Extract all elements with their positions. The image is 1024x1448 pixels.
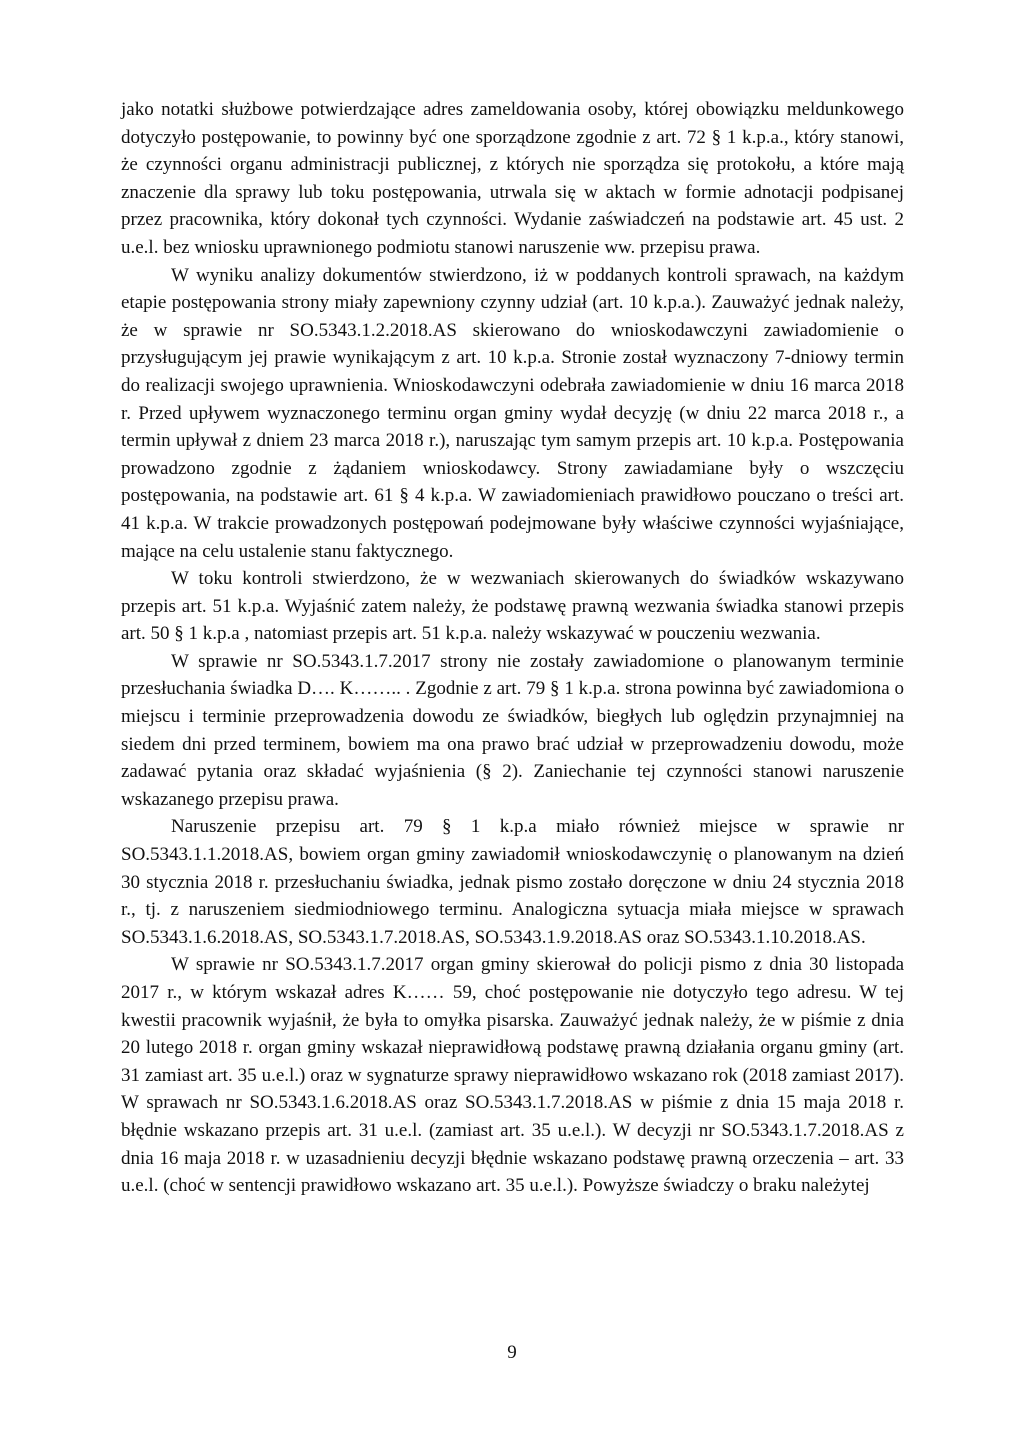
document-body — [121, 96, 904, 1200]
page-number: 9 — [507, 1342, 517, 1363]
paragraph-analysis: W wyniku analizy dokumentów stwierdzono, iż w poddanych kontroli sprawach, na każdym etapie postępowania strony miały zapewniony czynny udział (art. 10 k.p.a.). Zauważyć jednak należy, że w sprawie nr SO.5343.1.2.2018.AS skierowano do wnioskodawczyni zawiadomienie o przysługującym jej prawie wynikającym z art. 10 k.p.a. Stronie został wyznaczony 7-dniowy termin do realizacji swojego uprawnienia. Wnioskodawczyni odebrała zawiadomienie w dniu 16 marca 2018 r. Przed upływem wyznaczonego terminu organ gminy wydał decyzję (w dniu 22 marca 2018 r., a termin upływał z dniem 23 marca 2018 r.), naruszając tym samym przepis art. 10 k.p.a. Postępowania prowadzono zgodnie z żądaniem wnioskodawcy. Strony zawiadamiane były o wszczęciu postępowania, na podstawie art. 61 § 4 k.p.a. W zawiadomieniach prawidłowo pouczano o treści art. 41 k.p.a. W trakcie prowadzonych postępowań podejmowane były właściwe czynności wyjaśniające, mające na celu ustalenie stanu faktycznego. — [121, 264, 904, 562]
paragraph-witness-summons: W toku kontroli stwierdzono, że w wezwaniach skierowanych do świadków wskazywano przepis art. 51 k.p.a. Wyjaśnić zatem należy, że podstawę prawną wezwania świadka stanowi przepis art. 50 § 1 k.p.a , natomiast przepis art. 51 k.p.a. należy wskazywać w pouczeniu wezwania. — [121, 568, 904, 645]
paragraph-police-letter: W sprawie nr SO.5343.1.7.2017 organ gminy skierował do policji pismo z dnia 30 listopada 2017 r., w którym wskazał adres K…… 59, choć postępowanie nie dotyczyło tego adresu. W tej kwestii pracownik wyjaśnił, że była to omyłka pisarska. Zauważyć jednak należy, że w piśmie z dnia 20 lutego 2018 r. organ gminy wskazał nieprawidłową podstawę prawną działania organu gminy (art. 31 zamiast art. 35 u.e.l.) oraz w sygnaturze sprawy nieprawidłowo wskazano rok (2018 zamiast 2017). W sprawach nr SO.5343.1.6.2018.AS oraz SO.5343.1.7.2018.AS w piśmie z dnia 15 maja 2018 r. błędnie wskazano przepis art. 31 u.e.l. (zamiast art. 35 u.e.l.). W decyzji nr SO.5343.1.7.2018.AS z dnia 16 maja 2018 r. w uzasadnieniu decyzji błędnie wskazano podstawę prawną orzeczenia – art. 33 u.e.l. (choć w sentencji prawidłowo wskazano art. 35 u.e.l.). Powyższe świadczy o braku należytej — [121, 954, 904, 1197]
paragraph-hearing-notice: W sprawie nr SO.5343.1.7.2017 strony nie zostały zawiadomione o planowanym terminie przesłuchania świadka D…. K…….. . Zgodnie z art. 79 § 1 k.p.a. strona powinna być zawiadomiona o miejscu i terminie przeprowadzenia dowodu ze świadków, biegłych lub oględzin przynajmniej na siedem dni przed terminem, bowiem ma ona prawo brać udział w przeprowadzeniu dowodu, może zadawać pytania oraz składać wyjaśnienia (§ 2). Zaniechanie tej czynności stanowi naruszenie wskazanego przepisu prawa. — [121, 650, 904, 810]
paragraph-violation-art79: Naruszenie przepisu art. 79 § 1 k.p.a miało również miejsce w sprawie nr SO.5343.1.1.2018.AS, bowiem organ gminy zawiadomił wnioskodawczynię o planowanym na dzień 30 stycznia 2018 r. przesłuchaniu świadka, jednak pismo zostało doręczone w dniu 24 stycznia 2018 r., tj. z naruszeniem siedmiodniowego terminu. Analogiczna sytuacja miała miejsce w sprawach SO.5343.1.6.2018.AS, SO.5343.1.7.2018.AS, SO.5343.1.9.2018.AS oraz SO.5343.1.10.2018.AS. — [121, 816, 904, 948]
paragraph-continuation: jako notatki służbowe potwierdzające adres zameldowania osoby, której obowiązku meldunkowego dotyczyło postępowanie, to powinny być one sporządzone zgodnie z art. 72 § 1 k.p.a., który stanowi, że czynności organu administracji publicznej, z których nie sporządza się protokołu, a które mają znaczenie dla sprawy lub toku postępowania, utrwala się w aktach w formie adnotacji podpisanej przez pracownika, który dokonał tych czynności. Wydanie zaświadczeń na podstawie art. 45 ust. 2 u.e.l. bez wniosku uprawnionego podmiotu stanowi naruszenie ww. przepisu prawa. — [121, 99, 904, 258]
